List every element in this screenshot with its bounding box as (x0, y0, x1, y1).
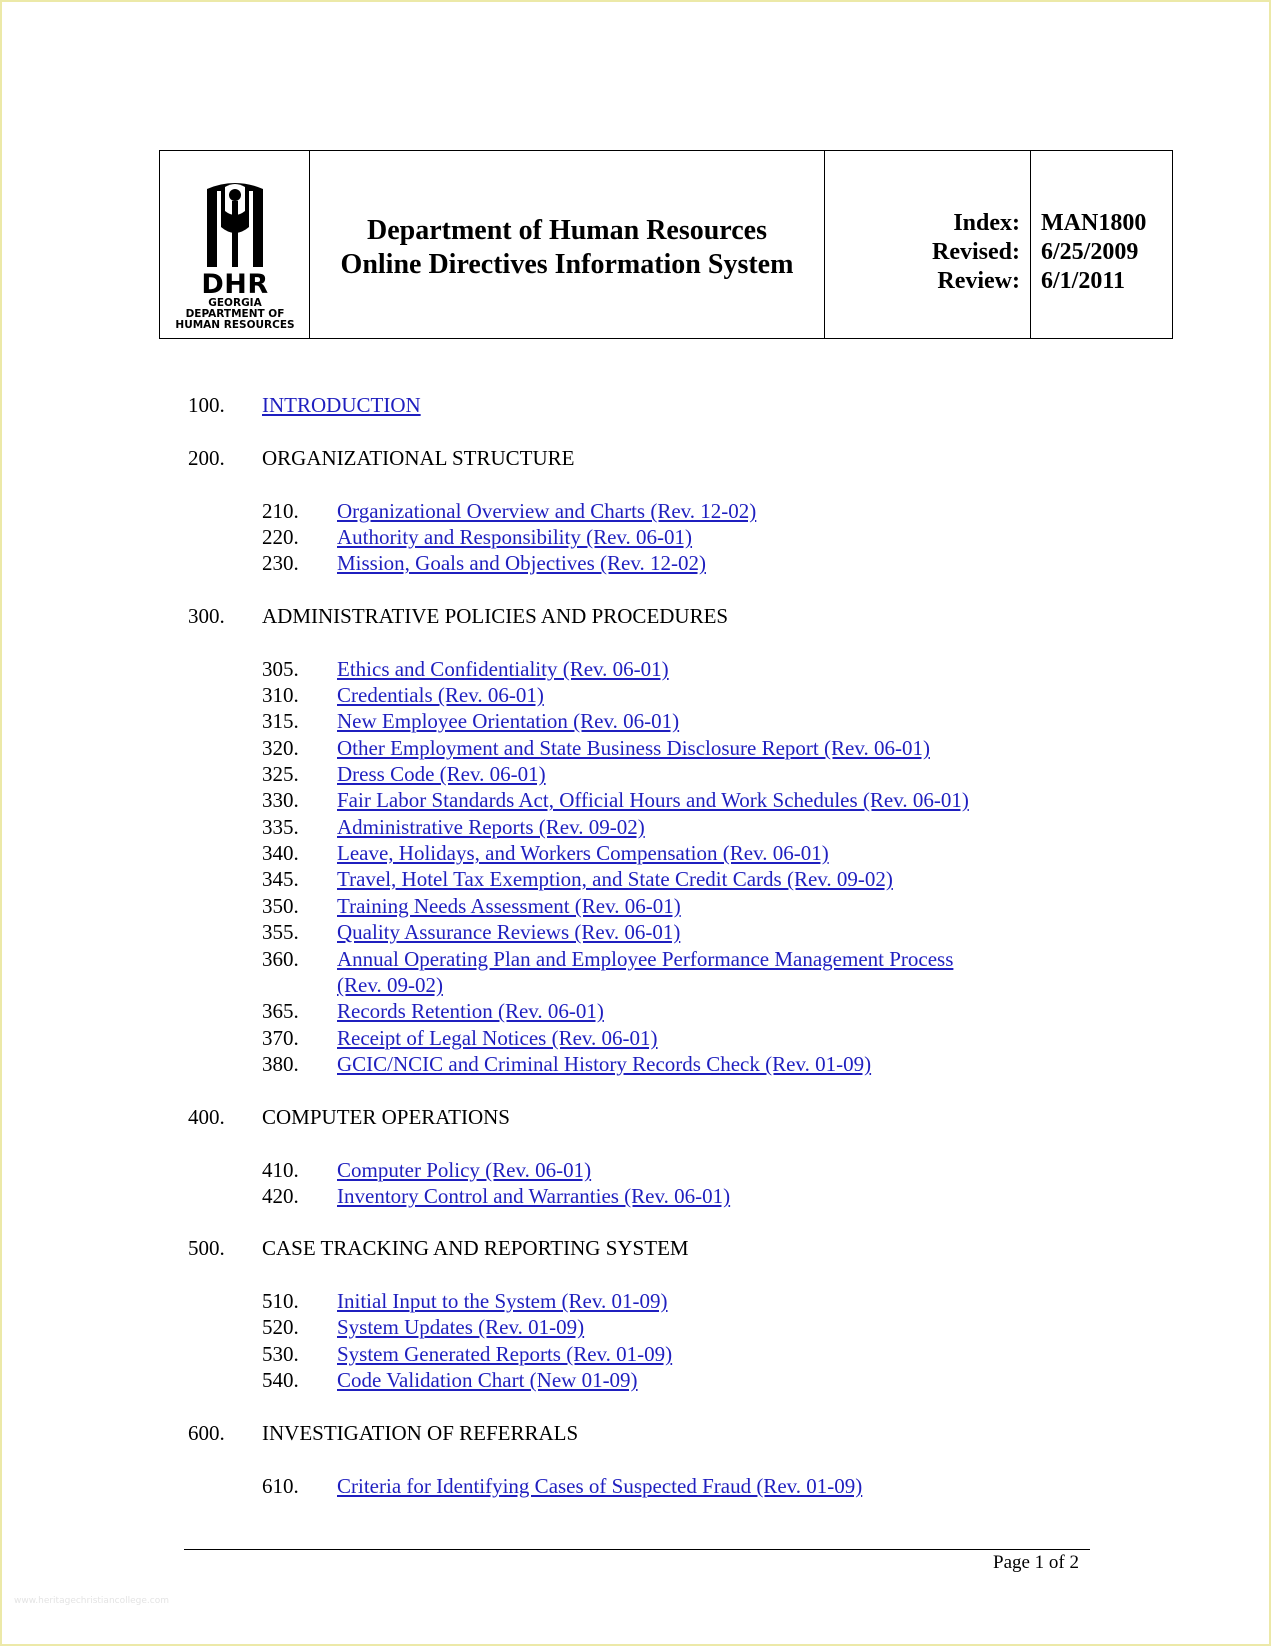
section-number: 600. (188, 1421, 225, 1445)
link-introduction[interactable]: INTRODUCTION (262, 393, 421, 417)
meta-labels-cell (825, 151, 1031, 338)
link-item-360-line-2[interactable]: (Rev. 09-02) (337, 973, 443, 997)
section-heading: COMPUTER OPERATIONS (262, 1105, 510, 1129)
link-item-340[interactable]: Leave, Holidays, and Workers Compensation (Rev. 06-01) (337, 841, 829, 865)
item-number: 345. (262, 867, 299, 891)
meta-values-cell (1031, 151, 1172, 338)
logo-abbr: DHR (201, 269, 269, 300)
document-header (159, 150, 1173, 339)
item-number: 315. (262, 709, 299, 733)
item-number: 330. (262, 788, 299, 812)
link-item-370[interactable]: Receipt of Legal Notices (Rev. 06-01) (337, 1026, 658, 1050)
link-item-510[interactable]: Initial Input to the System (Rev. 01-09) (337, 1289, 668, 1313)
link-item-345[interactable]: Travel, Hotel Tax Exemption, and State Credit Cards (Rev. 09-02) (337, 867, 893, 891)
logo-cell (160, 151, 310, 338)
section-heading: INVESTIGATION OF REFERRALS (262, 1421, 579, 1445)
review-label: Review: (937, 268, 1020, 294)
item-number: 325. (262, 762, 299, 786)
logo-line-department: DEPARTMENT OF (185, 308, 285, 320)
footer-divider (184, 1549, 1090, 1550)
link-item-610[interactable]: Criteria for Identifying Cases of Suspected Fraud (Rev. 01-09) (337, 1474, 863, 1498)
logo-line-georgia: GEORGIA (208, 297, 262, 309)
item-number: 355. (262, 920, 299, 944)
item-number: 350. (262, 894, 299, 918)
watermark: www.heritagechristiancollege.com (14, 1596, 169, 1606)
revised-value: 6/25/2009 (1041, 239, 1139, 265)
review-value: 6/1/2011 (1041, 268, 1126, 294)
link-item-365[interactable]: Records Retention (Rev. 06-01) (337, 999, 604, 1023)
item-number: 320. (262, 736, 299, 760)
link-item-380[interactable]: GCIC/NCIC and Criminal History Records Check (Rev. 01-09) (337, 1052, 872, 1076)
index-label: Index: (953, 210, 1020, 236)
item-number: 370. (262, 1026, 299, 1050)
item-number: 365. (262, 999, 299, 1023)
item-number: 380. (262, 1052, 299, 1076)
link-item-210[interactable]: Organizational Overview and Charts (Rev. 12-02) (337, 499, 757, 523)
link-item-355[interactable]: Quality Assurance Reviews (Rev. 06-01) (337, 920, 681, 944)
link-item-540[interactable]: Code Validation Chart (New 01-09) (337, 1368, 638, 1392)
link-item-315[interactable]: New Employee Orientation (Rev. 06-01) (337, 709, 680, 733)
item-number: 230. (262, 551, 299, 575)
link-item-330[interactable]: Fair Labor Standards Act, Official Hours and Work Schedules (Rev. 06-01) (337, 788, 969, 812)
title-line-2: Online Directives Information System (340, 248, 794, 280)
link-item-230[interactable]: Mission, Goals and Objectives (Rev. 12-02) (337, 551, 706, 575)
section-number: 300. (188, 604, 225, 628)
page-number: Page 1 of 2 (993, 1552, 1080, 1573)
item-number: 305. (262, 657, 299, 681)
link-item-310[interactable]: Credentials (Rev. 06-01) (337, 683, 544, 707)
item-number: 530. (262, 1342, 299, 1366)
item-number: 340. (262, 841, 299, 865)
revised-label: Revised: (932, 239, 1020, 265)
section-number: 400. (188, 1105, 225, 1129)
dhr-figure-logo-icon (193, 181, 277, 271)
item-number: 510. (262, 1289, 299, 1313)
section-number: 200. (188, 446, 225, 470)
link-item-305[interactable]: Ethics and Confidentiality (Rev. 06-01) (337, 657, 669, 681)
title-cell (310, 151, 825, 338)
link-item-325[interactable]: Dress Code (Rev. 06-01) (337, 762, 546, 786)
section-number: 500. (188, 1236, 225, 1260)
link-item-350[interactable]: Training Needs Assessment (Rev. 06-01) (337, 894, 681, 918)
item-number: 520. (262, 1315, 299, 1339)
section-number: 100. (188, 393, 225, 417)
section-heading: CASE TRACKING AND REPORTING SYSTEM (262, 1236, 689, 1260)
item-number: 360. (262, 947, 299, 971)
link-item-320[interactable]: Other Employment and State Business Disclosure Report (Rev. 06-01) (337, 736, 930, 760)
section-heading: ADMINISTRATIVE POLICIES AND PROCEDURES (262, 604, 729, 628)
item-number: 420. (262, 1184, 299, 1208)
index-value: MAN1800 (1041, 210, 1147, 236)
link-item-520[interactable]: System Updates (Rev. 01-09) (337, 1315, 585, 1339)
item-number: 410. (262, 1158, 299, 1182)
link-item-420[interactable]: Inventory Control and Warranties (Rev. 06-01) (337, 1184, 731, 1208)
link-item-335[interactable]: Administrative Reports (Rev. 09-02) (337, 815, 645, 839)
item-number: 310. (262, 683, 299, 707)
link-item-530[interactable]: System Generated Reports (Rev. 01-09) (337, 1342, 673, 1366)
item-number: 610. (262, 1474, 299, 1498)
item-number: 335. (262, 815, 299, 839)
logo-line-human-resources: HUMAN RESOURCES (175, 319, 295, 331)
title-line-1: Department of Human Resources (367, 214, 767, 246)
section-heading: ORGANIZATIONAL STRUCTURE (262, 446, 575, 470)
link-item-360[interactable]: Annual Operating Plan and Employee Performance Management Process (337, 947, 954, 971)
link-item-220[interactable]: Authority and Responsibility (Rev. 06-01) (337, 525, 693, 549)
item-number: 540. (262, 1368, 299, 1392)
item-number: 210. (262, 499, 299, 523)
link-item-410[interactable]: Computer Policy (Rev. 06-01) (337, 1158, 592, 1182)
item-number: 220. (262, 525, 299, 549)
